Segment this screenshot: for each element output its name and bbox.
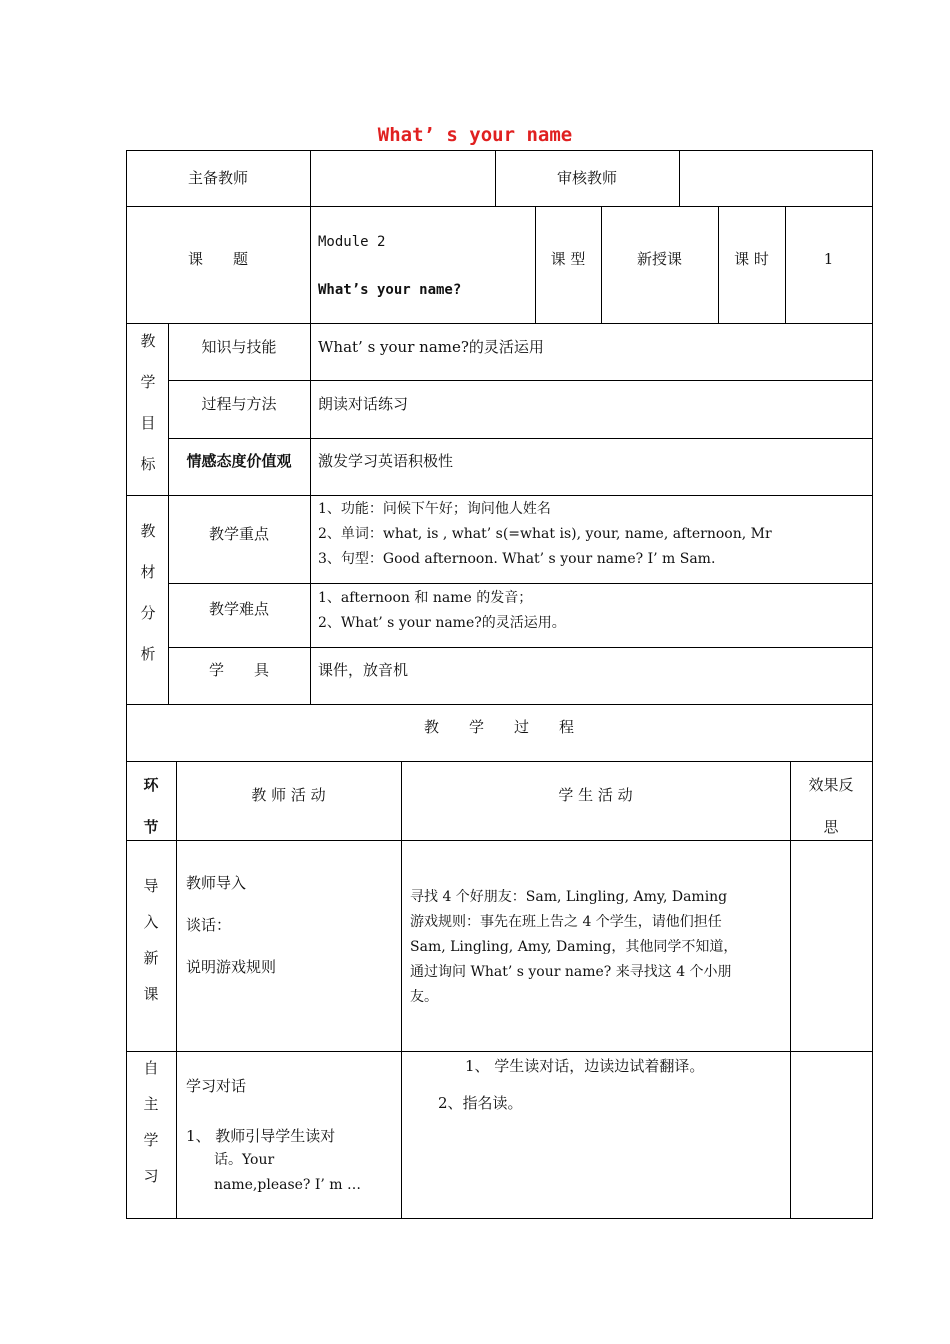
teacher-activity-self-study-line3: name,please? I’ m …: [214, 1177, 362, 1193]
difficult-points-content: 1、afternoon 和 name 的发音； 2、What’ s your name?的灵活运用。: [318, 590, 566, 631]
objective-process-value: 朗读对话练习: [318, 395, 409, 413]
teacher-activity-header: 教 师 活 动: [251, 786, 326, 804]
key-points-label: 教学重点: [208, 525, 269, 543]
tools-label: 学 具: [208, 661, 269, 679]
topic-label: 课 题: [187, 250, 248, 268]
objective-attitude-value: 激发学习英语积极性: [318, 452, 454, 470]
lesson-type-value: 新授课: [636, 250, 682, 268]
objective-attitude-label: 情感态度价值观: [186, 452, 292, 470]
class-hours-label: 课 时: [734, 250, 769, 268]
student-activity-self-study-1: 1、 学生读对话，边读边试着翻译。: [465, 1057, 705, 1075]
objective-knowledge-value: What’ s your name?的灵活运用: [318, 338, 544, 356]
student-activity-header: 学 生 活 动: [558, 786, 633, 804]
stage-column-header: 环 节: [143, 776, 159, 836]
student-activity-intro: 寻找 4 个好朋友：Sam, Lingling, Amy, Daming 游戏规则：事先在班上告之 4 个学生，请他们担任 Sam, Lingling, Amy, Daming，其他同学不知道， 通过询问 What’ s your name? 来寻找这 4 个小朋 友。: [410, 889, 738, 1005]
document-title: What’ s your name: [377, 124, 573, 146]
tools-value: 课件，放音机: [318, 661, 409, 679]
lesson-type-label: 课 型: [550, 250, 586, 268]
stage-intro: 导 入 新 课: [143, 877, 159, 1003]
lead-teacher-label: 主备教师: [187, 169, 248, 187]
analysis-group-label: 教 材 分 析: [140, 522, 156, 663]
topic-module: Module 2: [318, 234, 386, 250]
stage-self-study: 自 主 学 习: [143, 1059, 159, 1185]
topic-name: What’s your name?: [318, 282, 462, 298]
key-points-content: 1、功能：问候下午好；询问他人姓名 2、单词：what, is , what’ s(=what is), your, name, afternoon, Mr 3、句型：Good afternoon. What’ s your name? I’ m Sam.: [318, 501, 772, 567]
reviewer-label: 审核教师: [556, 169, 617, 187]
process-heading: 教 学 过 程: [423, 718, 574, 736]
reflection-header: 效果反 思: [808, 776, 854, 836]
class-hours-value: 1: [823, 250, 834, 268]
objective-process-label: 过程与方法: [201, 395, 277, 413]
teacher-activity-self-study-title: 学习对话: [186, 1077, 247, 1095]
objective-knowledge-label: 知识与技能: [201, 338, 277, 356]
teacher-activity-self-study-step: 1、 教师引导学生读对: [186, 1127, 336, 1145]
teacher-activity-intro: 教师导入 谈话： 说明游戏规则: [186, 874, 277, 976]
objectives-group-label: 教 学 目 标: [140, 332, 156, 473]
difficult-points-label: 教学难点: [208, 600, 269, 618]
student-activity-self-study-2: 2、指名读。: [438, 1094, 523, 1112]
teacher-activity-self-study-line2: 话。Your: [214, 1152, 275, 1168]
